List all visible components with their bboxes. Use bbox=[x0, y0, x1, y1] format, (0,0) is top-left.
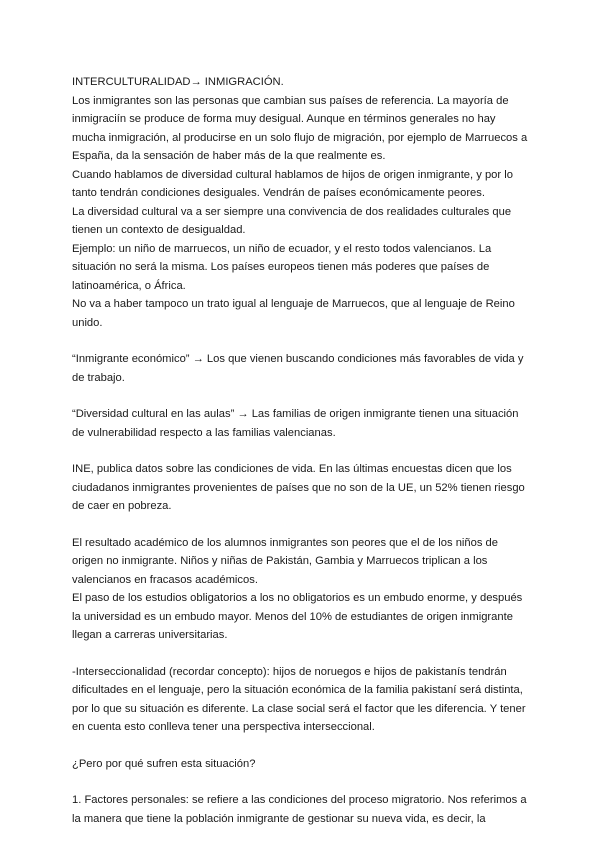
diversidad-aulas-paragraph: “Diversidad cultural en las aulas” → Las familias de origen inmigrante tienen una situación de vulnerabilidad respecto a las familias valencianas. bbox=[72, 408, 519, 439]
spacer bbox=[72, 387, 532, 405]
document-body bbox=[72, 73, 532, 828]
spacer bbox=[72, 442, 532, 460]
document-title: INTERCULTURALIDAD→ INMIGRACIÓN. bbox=[72, 76, 284, 88]
intro-paragraph-4: Ejemplo: un niño de marruecos, un niño de ecuador, y el resto todos valencianos. La situación no será la misma. Los países europeos tienen más poderes que países de latinoamérica, o África. bbox=[72, 242, 492, 292]
ine-paragraph: INE, publica datos sobre las condiciones de vida. En las últimas encuestas dicen que los ciudadanos inmigrantes provenientes de países que no son de la UE, un 52% tienen riesgo de caer en pobreza. bbox=[72, 463, 525, 512]
intro-paragraph-5: No va a haber tampoco un trato igual al lenguaje de Marruecos, que al lenguaje de Reino unido. bbox=[72, 298, 515, 329]
spacer bbox=[72, 332, 532, 350]
inmigrante-economico-paragraph: “Inmigrante económico” → Los que vienen buscando condiciones más favorables de vida y de trabajo. bbox=[72, 353, 524, 384]
factores-paragraph: 1. Factores personales: se refiere a las condiciones del proceso migratorio. Nos referimos a la manera que tiene la población inmigrante de gestionar su nueva vida, es decir, la bbox=[72, 794, 527, 825]
question-paragraph: ¿Pero por qué sufren esta situación? bbox=[72, 757, 256, 770]
interseccionalidad-paragraph: -Interseccionalidad (recordar concepto): hijos de noruegos e hijos de pakistanís tendrán dificultades en el lenguaje, pero la situación económica de la familia pakistaní será distinta, por lo que su situación es diferente. La clase social será el factor que les diferencia. Y tener en cuenta esto conlleva tener una perspectiva interseccional. bbox=[72, 665, 526, 733]
resultado-paragraph-1: El resultado académico de los alumnos inmigrantes son peores que el de los niños de origen no inmigrante. Niños y niñas de Pakistán, Gambia y Marruecos triplican a los valencianos en fracasos académicos. bbox=[72, 536, 498, 586]
resultado-paragraph-2: El paso de los estudios obligatorios a los no obligatorios es un embudo enorme, y después la universidad es un embudo mayor. Menos del 10% de estudiantes de origen inmigrante llegan a carreras universitarias. bbox=[72, 592, 523, 641]
spacer bbox=[72, 645, 532, 663]
intro-paragraph-1: Los inmigrantes son las personas que cambian sus países de referencia. La mayoría de inmigraciín se produce de forma muy desigual. Aunque en términos generales no hay mucha inmigración, al producirse en un solo flujo de migración, por ejemplo de Marruecos a España, da la sensación de haber más de la que realmente es. bbox=[72, 94, 528, 162]
spacer bbox=[72, 737, 532, 755]
spacer bbox=[72, 516, 532, 534]
spacer bbox=[72, 773, 532, 791]
intro-paragraph-2: Cuando hablamos de diversidad cultural hablamos de hijos de origen inmigrante, y por lo tanto tendrán condiciones desiguales. Vendrán de países económicamente peores. bbox=[72, 168, 513, 199]
intro-paragraph-3: La diversidad cultural va a ser siempre una convivencia de dos realidades culturales que tienen un contexto de desigualdad. bbox=[72, 205, 512, 236]
